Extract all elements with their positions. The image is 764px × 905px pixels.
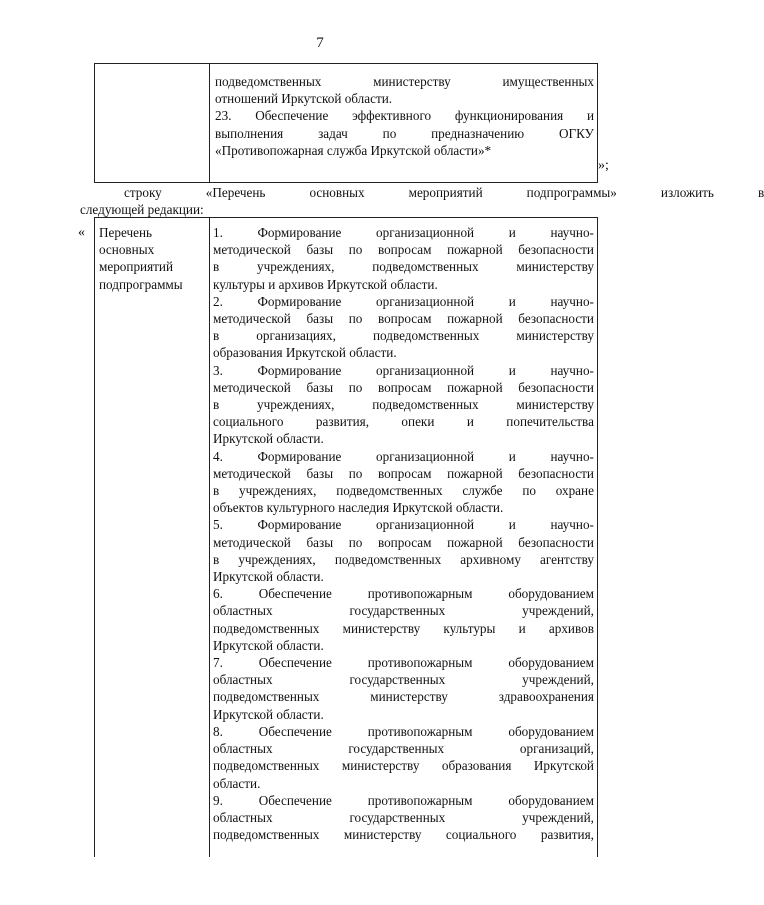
word: организационной (376, 293, 475, 309)
header-line: мероприятий (99, 259, 174, 275)
list-item (213, 585, 594, 654)
list-item (213, 723, 594, 792)
text-line: социального развития, опеки и попечительства (213, 414, 594, 430)
word: Обеспечение (258, 792, 332, 808)
word: и (508, 517, 516, 533)
text-line: образования Иркутской области. (213, 345, 397, 361)
word: научно- (550, 293, 594, 309)
text-line: области. (213, 775, 261, 791)
text-line: в учреждениях, подведомственных министерству (213, 397, 594, 413)
opening-quote: « (78, 225, 85, 240)
table-header-cell (99, 224, 207, 293)
text-line: объектов культурного наследия Иркутской области. (213, 500, 504, 516)
word: 23. (215, 108, 232, 124)
closing-quote: »; (598, 158, 609, 173)
main-table (94, 217, 598, 857)
word: Формирование (257, 448, 342, 464)
page-number: 7 (316, 35, 324, 51)
text-line (215, 73, 594, 90)
word: противопожарным (367, 586, 473, 602)
text-line (215, 107, 594, 124)
word: имущественных (502, 74, 594, 89)
text-line: в организациях, подведомственных министерству (213, 328, 594, 344)
item-first-line (213, 362, 594, 379)
text-line: Иркутской области. (213, 431, 324, 447)
word: и (508, 225, 516, 240)
word: Формирование (257, 362, 342, 378)
word: организационной (376, 225, 475, 240)
word: и (508, 293, 516, 309)
header-line: Перечень (99, 225, 153, 240)
text-line (215, 125, 594, 142)
word: научно- (550, 362, 594, 378)
text-line: в учреждениях, подведомственных службе по охране (213, 483, 594, 499)
word: эффективного (352, 108, 432, 124)
top-table (94, 63, 598, 183)
text-line: Иркутской области. (213, 569, 324, 585)
text-line: методической базы по вопросам пожарной безопасности (213, 242, 594, 258)
word: 1. (213, 225, 223, 240)
word: научно- (550, 225, 594, 240)
word: 3. (213, 362, 223, 378)
text-line: подведомственных министерству образования Иркутской (213, 758, 594, 774)
word: оборудованием (508, 655, 594, 671)
word: организационной (376, 362, 475, 378)
header-line: подпрограммы (99, 276, 183, 292)
word: задач (318, 125, 348, 141)
text-line: подведомственных министерству социального развития, (213, 827, 594, 843)
word: оборудованием (508, 586, 594, 602)
word: ОГКУ (558, 125, 594, 141)
word: 5. (213, 517, 223, 533)
word: 4. (213, 448, 223, 464)
text-line: методической базы по вопросам пожарной безопасности (213, 379, 594, 395)
word: 9. (213, 792, 223, 808)
text-line: в учреждениях, подведомственных архивному агентству (213, 551, 594, 567)
list-item (213, 448, 594, 517)
list-item (213, 293, 594, 362)
item-first-line (213, 654, 594, 671)
word: организационной (376, 517, 475, 533)
word: Формирование (257, 293, 342, 309)
word: подведомственных (215, 74, 322, 89)
list-item (213, 792, 594, 844)
word: Формирование (257, 225, 342, 240)
item-first-line (213, 516, 594, 533)
item-first-line (213, 585, 594, 602)
text-line: областных государственных учреждений, (213, 672, 594, 688)
text-line: «Противопожарная служба Иркутской области»* (215, 142, 492, 158)
text-line: методической базы по вопросам пожарной безопасности (213, 534, 594, 550)
word: выполнения (215, 125, 284, 141)
word: оборудованием (508, 723, 594, 739)
list-item (213, 224, 594, 293)
word: противопожарным (367, 723, 473, 739)
list-item (213, 362, 594, 448)
word: 2. (213, 293, 223, 309)
word: Формирование (257, 517, 342, 533)
item-first-line (213, 723, 594, 740)
text-line: методической базы по вопросам пожарной безопасности (213, 311, 594, 327)
text-line: культуры и архивов Иркутской области. (213, 276, 438, 292)
item-first-line (213, 448, 594, 465)
text-line: областных государственных организаций, (213, 741, 594, 757)
text-line: отношений Иркутской области. (215, 91, 393, 107)
instruction-line: следующей редакции: (80, 202, 204, 217)
word: противопожарным (367, 655, 473, 671)
word: 6. (213, 586, 223, 602)
word: Обеспечение (255, 108, 329, 124)
top-table-cell (215, 73, 594, 159)
list-item (213, 516, 594, 585)
column-divider (209, 218, 210, 857)
text-line: методической базы по вопросам пожарной безопасности (213, 465, 594, 481)
word: и (508, 448, 516, 464)
instruction-paragraph (80, 184, 764, 218)
word: научно- (550, 517, 594, 533)
word: Обеспечение (258, 655, 332, 671)
word: предназначению (431, 125, 525, 141)
word: и (586, 108, 594, 124)
item-first-line (213, 792, 594, 809)
item-first-line (213, 293, 594, 310)
column-divider (209, 64, 210, 182)
text-line: областных государственных учреждений, (213, 603, 594, 619)
text-line: подведомственных министерству здравоохранения (213, 689, 594, 705)
header-line: основных (99, 242, 155, 258)
word: научно- (550, 448, 594, 464)
word: Обеспечение (258, 586, 332, 602)
instruction-line: строку «Перечень основных мероприятий подпрограммы» изложить в (124, 185, 764, 200)
word: Обеспечение (258, 723, 332, 739)
text-line: Иркутской области. (213, 637, 324, 653)
text-line: областных государственных учреждений, (213, 809, 594, 825)
text-line: Иркутской области. (213, 706, 324, 722)
word: оборудованием (508, 792, 594, 808)
text-line: в учреждениях, подведомственных министерству (213, 259, 594, 275)
word: министерству (373, 74, 451, 89)
word: 8. (213, 723, 223, 739)
text-line: подведомственных министерству культуры и архивов (213, 620, 594, 636)
word: и (508, 362, 516, 378)
item-first-line (213, 224, 594, 241)
list-item (213, 654, 594, 723)
word: противопожарным (367, 792, 473, 808)
word: по (382, 125, 397, 141)
word: функционирования (454, 108, 564, 124)
table-content-cell (213, 224, 594, 843)
word: организационной (376, 448, 475, 464)
word: 7. (213, 655, 223, 671)
